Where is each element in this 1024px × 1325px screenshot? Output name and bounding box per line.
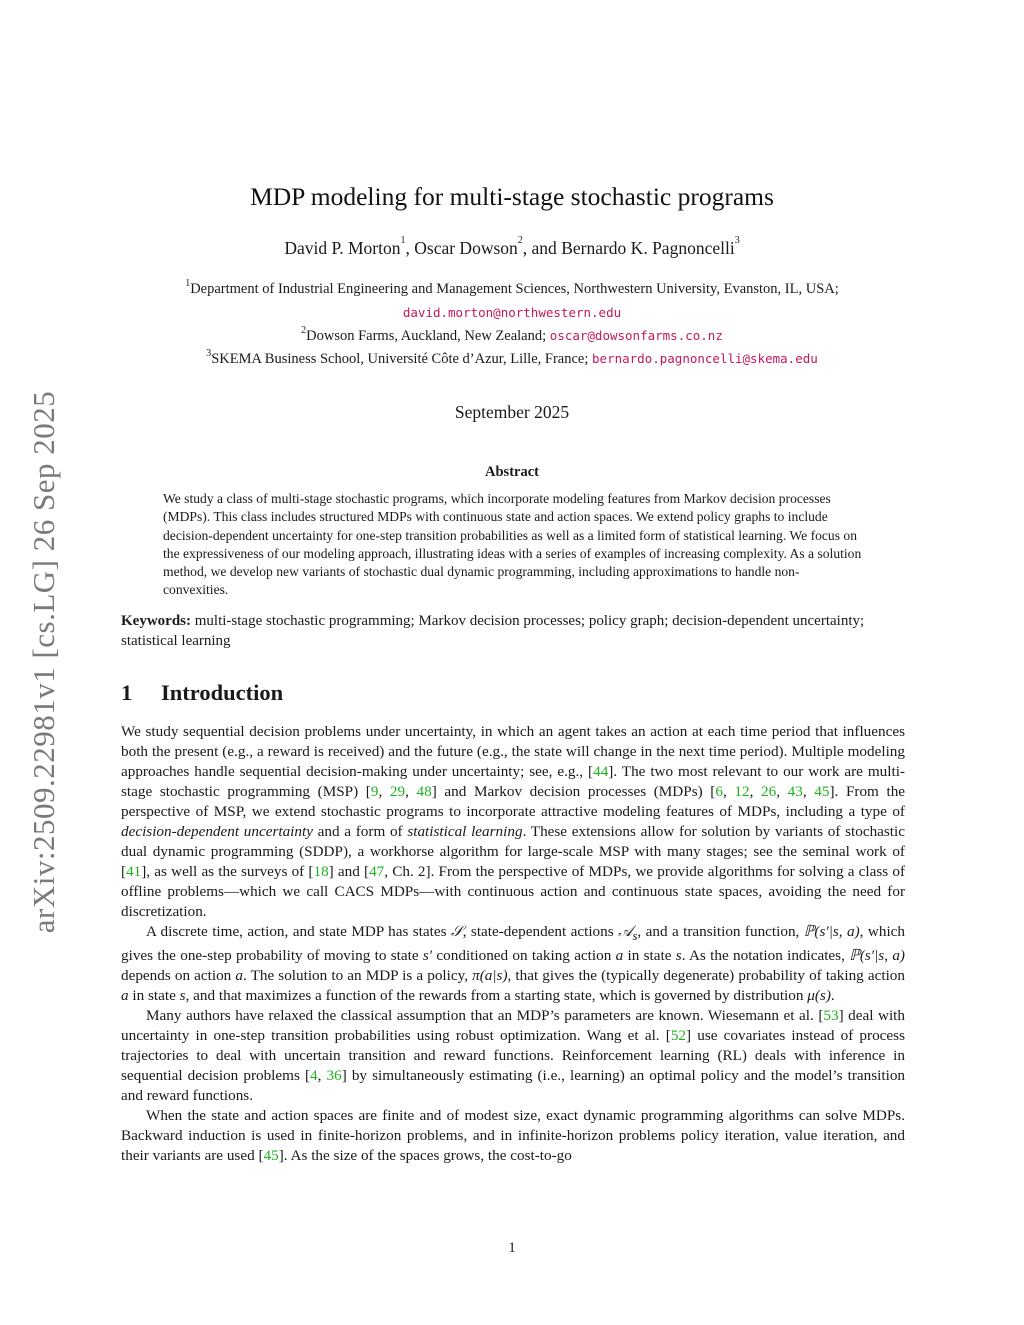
citation-link[interactable]: 12: [734, 783, 750, 800]
citation-link[interactable]: 36: [326, 1067, 342, 1085]
citation-link[interactable]: 9: [370, 783, 379, 800]
citation-link[interactable]: 18: [313, 863, 329, 880]
keywords-text: multi-stage stochastic programming; Markov decision processes; policy graph; decision-dependent uncertainty; statistical learning: [121, 613, 865, 649]
citation-link[interactable]: 44: [593, 763, 609, 780]
paragraph: We study sequential decision problems under uncertainty, in which an agent takes an action at each time period that influences both the present (e.g., a reward is received) and the future (e.g., the state will change in the next time period). Multiple modeling approaches handle sequential decision-making under uncertainty; see, e.g., [44]. The two most relevant to our work are multi-stage stochastic programming (MSP) [9, 29, 48] and Markov decision processes (MDPs) [6, 12, 26, 43, 45]. From the perspective of MSP, we extend stochastic programs to incorporate attractive modeling features of MDPs, including a type of decision-dependent uncertainty and a form of statistical learning. These extensions allow for solution by variants of stochastic dual dynamic programming (SDDP), a workhorse algorithm for large-scale MSP with many stages; see the seminal work of [41], as well as the surveys of [18] and [47, Ch. 2]. From the perspective of MDPs, we provide algorithms for solving a class of offline problems—which we call CACS MDPs—with continuous action and continuous state spaces, avoiding the need for discretization.: [121, 723, 906, 920]
citation-link[interactable]: 52: [670, 1027, 687, 1045]
affiliation-1: [0, 278, 1024, 298]
intro-body: [121, 722, 905, 1166]
affil-sup: 2: [301, 325, 307, 336]
citation-link[interactable]: 4: [310, 1067, 318, 1085]
email-link[interactable]: david.morton@northwestern.edu: [402, 305, 622, 320]
author-separator: , and: [522, 238, 562, 258]
section-title: Introduction: [161, 680, 284, 705]
paper-title: MDP modeling for multi-stage stochastic programs: [250, 182, 774, 211]
paragraph: A discrete time, action, and state MDP has states 𝒮, state-dependent actions 𝒜$_s$, and a transition function, ℙ(s′|s, a), which gives the one-step probability of moving to state s′ conditioned on taking action a in state s. As the notation indicates, ℙ(s′|s, a) depends on action a. The solution to an MDP is a policy, π(a|s), that gives the (typically degenerate) probability of taking action a in state s, and that maximizes a function of the rewards from a starting state, which is governed by distribution μ(s).: [121, 923, 906, 1005]
citation-link[interactable]: 45: [263, 1147, 279, 1165]
author-name: David P. Morton: [284, 238, 401, 258]
author-name: Oscar Dowson: [414, 238, 518, 258]
keywords: [121, 611, 905, 651]
email-link[interactable]: bernardo.pagnoncelli@skema.edu: [592, 351, 818, 366]
author-affil-sup: 3: [734, 235, 740, 246]
section-number: 1: [121, 680, 133, 705]
author-list: [0, 235, 1024, 259]
affil-text: SKEMA Business School, Université Côte d’Azur, Lille, France;: [211, 351, 589, 367]
affil-text: Dowson Farms, Auckland, New Zealand;: [306, 328, 547, 344]
affil-sup: 1: [185, 278, 191, 289]
paragraph: Many authors have relaxed the classical assumption that an MDP’s parameters are known. Wiesemann et al. [53] deal with uncertainty in one-step transition probabilities using robust optimization. Wang et al. [52] use covariates instead of process trajectories to deal with uncertain transition and reward functions. Reinforcement learning (RL) deals with inference in sequential decision problems [4, 36] by simultaneously estimating (i.e., learning) an optimal policy and the model’s transition and reward functions.: [121, 1007, 906, 1105]
author-affil-sup: 1: [400, 235, 406, 246]
section-heading: [121, 680, 283, 706]
affil-sup: 3: [206, 348, 212, 359]
citation-link[interactable]: 45: [814, 783, 830, 800]
author-name: Bernardo K. Pagnoncelli: [561, 238, 735, 258]
citation-link[interactable]: 29: [389, 783, 406, 800]
affiliation-2: [0, 325, 1024, 345]
publication-date: September 2025: [454, 402, 570, 422]
arxiv-stamp: arXiv:2509.22981v1 [cs.LG] 26 Sep 2025: [26, 390, 61, 934]
affil-text: Department of Industrial Engineering and Management Sciences, Northwestern University, Evanston, IL, USA;: [190, 281, 839, 297]
citation-link[interactable]: 48: [416, 783, 432, 800]
affiliation-1-email: [0, 305, 1024, 322]
page-number: 1: [508, 1240, 516, 1256]
citation-link[interactable]: 41: [126, 863, 142, 880]
paragraph: When the state and action spaces are finite and of modest size, exact dynamic programming algorithms can solve MDPs. Backward induction is used in finite-horizon problems, and in infinite-horizon problems policy iteration, value iteration, and their variants are used [45]. As the size of the spaces grows, the cost-to-go: [121, 1107, 905, 1165]
author-affil-sup: 2: [517, 235, 523, 246]
citation-link[interactable]: 6: [715, 783, 723, 800]
citation-link[interactable]: 53: [823, 1007, 839, 1025]
email-link[interactable]: oscar@dowsonfarms.co.nz: [549, 328, 723, 343]
abstract-text: We study a class of multi-stage stochastic programs, which incorporate modeling features from Markov decision processes (MDPs). This class includes structured MDPs with continuous state and action spaces. We extend policy graphs to include decision-dependent uncertainty for one-step transition probabilities as well as a limited form of statistical learning. We focus on the expressiveness of our modeling approach, illustrating ideas with a series of examples of increasing complexity. As a solution method, we develop new variants of stochastic dual dynamic programming, including approximations to handle non-convexities.: [163, 491, 862, 598]
citation-link[interactable]: 47: [369, 863, 385, 880]
author-separator: ,: [405, 238, 415, 258]
affiliation-3: [0, 348, 1024, 368]
citation-link[interactable]: 43: [787, 783, 803, 800]
abstract-heading: Abstract: [485, 464, 539, 480]
citation-link[interactable]: 26: [761, 783, 777, 800]
keywords-label: Keywords:: [121, 613, 191, 629]
